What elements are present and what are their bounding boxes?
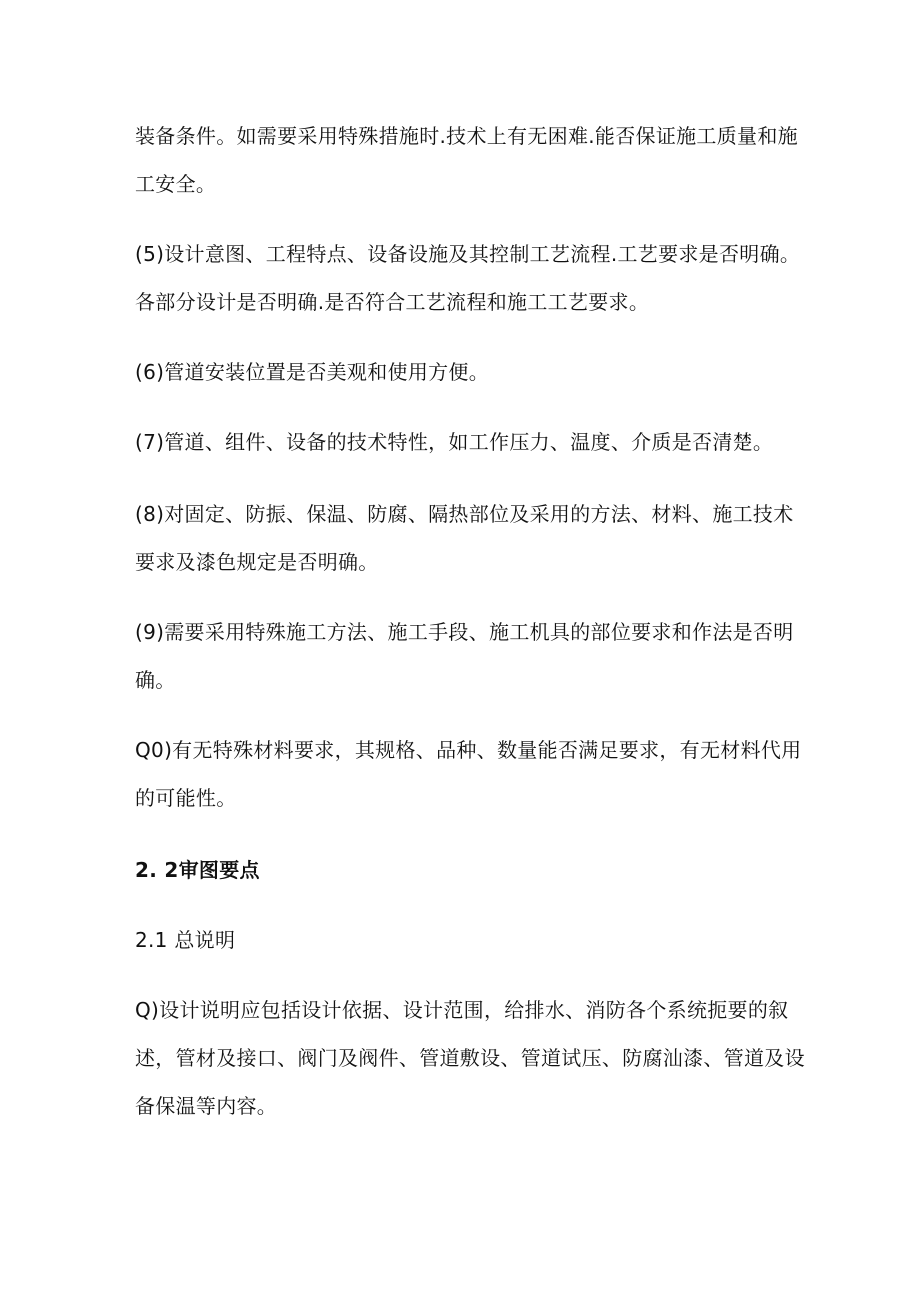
heading-text: 2.1 总说明 — [135, 928, 236, 952]
text-line: (8)对固定、防振、保温、防腐、隔热部位及采用的方法、材料、施工技术 — [135, 502, 794, 526]
paragraph-item-9 — [135, 608, 795, 704]
text-line: (6)管道安装位置是否美观和使用方便。 — [135, 360, 490, 384]
text-line: 装备条件。如需要采用特殊措施时.技术上有无困难.能否保证施工质量和施 — [135, 124, 798, 148]
paragraph-item-7 — [135, 418, 795, 466]
text-line: Q)设计说明应包括设计依据、设计范围，给排水、消防各个系统扼要的叙 — [135, 998, 789, 1022]
section-heading-2-1 — [135, 916, 795, 964]
text-line: 的可能性。 — [135, 786, 237, 810]
paragraph-item-6 — [135, 348, 795, 396]
text-line: (7)管道、组件、设备的技术特性，如工作压力、温度、介质是否清楚。 — [135, 430, 774, 454]
paragraph-design-description — [135, 986, 805, 1130]
paragraph-item-10 — [135, 726, 802, 822]
text-line: 述，管材及接口、阀门及阀件、管道敷设、管道试压、防腐汕漆、管道及设 — [135, 1046, 805, 1070]
paragraph-item-5 — [135, 230, 801, 326]
text-line: 工安全。 — [135, 172, 217, 196]
text-line: Q0)有无特殊材料要求，其规格、品种、数量能否满足要求，有无材料代用 — [135, 738, 802, 762]
text-line: 要求及漆色规定是否明确。 — [135, 550, 379, 574]
paragraph-item-8 — [135, 490, 795, 586]
text-line: (9)需要采用特殊施工方法、施工手段、施工机具的部位要求和作法是否明 — [135, 620, 794, 644]
text-line: 各部分设计是否明确.是否符合工艺流程和施工工艺要求。 — [135, 290, 650, 314]
text-line: 备保温等内容。 — [135, 1094, 278, 1118]
text-line: (5)设计意图、工程特点、设备设施及其控制工艺流程.工艺要求是否明确。 — [135, 242, 801, 266]
paragraph-equipment-conditions — [135, 112, 798, 208]
text-line: 确。 — [135, 668, 176, 692]
heading-text: 2. 2审图要点 — [135, 858, 260, 882]
section-heading-2-2 — [135, 846, 795, 894]
